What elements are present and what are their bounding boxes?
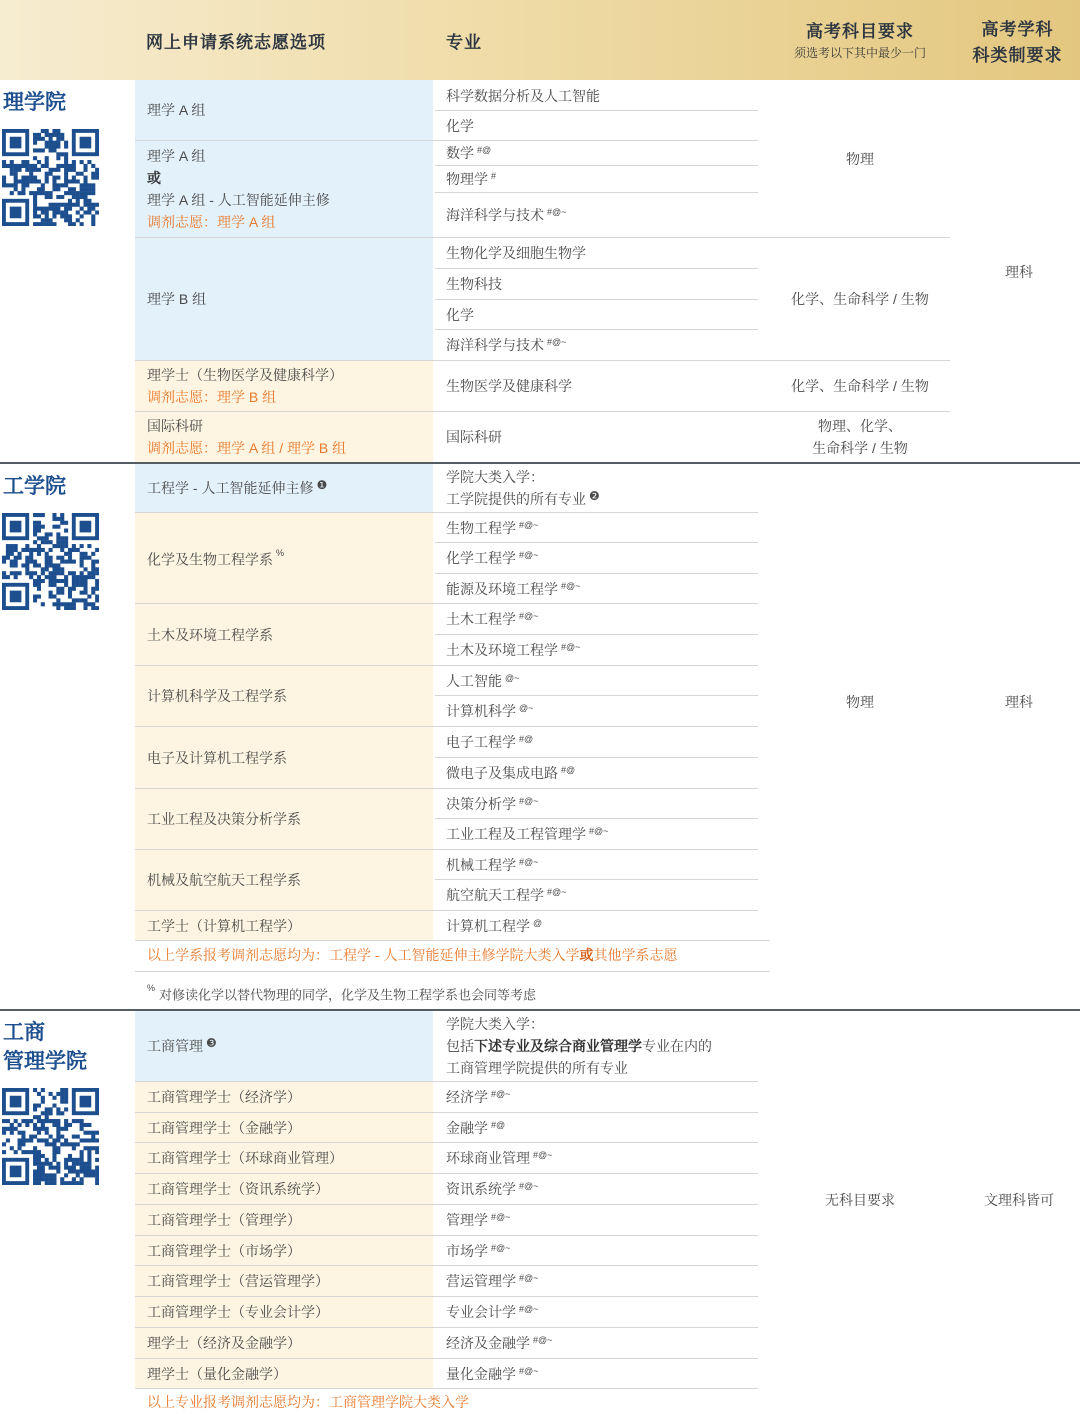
major-item (435, 1328, 758, 1358)
choice-label: 工商管理学士（专业会计学） (147, 1304, 329, 1320)
major-label: 化学 (446, 117, 474, 134)
major-mark: #@~ (533, 1335, 553, 1345)
note-text: 以上学系报考调剂志愿均为：工程学 - 人工智能延伸主修学院大类入学 (147, 947, 580, 963)
adjust-label: 调剂志愿：理学 B 组 (147, 389, 277, 405)
header-choice: 网上申请系统志愿选项 (146, 33, 326, 52)
major-label: 计算机科学 (446, 703, 516, 719)
choice-label: 工程学 - 人工智能延伸主修 (147, 479, 314, 496)
subject-label: 化学、生命科学 / 生物 (791, 378, 929, 394)
major-mark: #@~ (589, 826, 609, 836)
major-item (435, 666, 758, 695)
major-label: 学院大类入学： (446, 1016, 544, 1032)
major-mark: #@~ (519, 519, 539, 530)
subject-science-b (770, 238, 950, 360)
table-row (135, 1174, 433, 1204)
choice-label: 理学 B 组 (147, 291, 207, 307)
major-label: 下述专业及综合商业管理学 (474, 1038, 642, 1054)
choice-science-a-ai (135, 141, 433, 237)
subject-label: 物理 (846, 694, 874, 710)
table-row (135, 1328, 433, 1358)
major-item (435, 574, 758, 603)
choice-label: 工业工程及决策分析学系 (147, 811, 301, 827)
subject-label: 物理 (846, 151, 874, 167)
choice-label: 理学 A 组 (147, 148, 206, 164)
major-item (435, 238, 758, 268)
major-mark: # (491, 171, 497, 181)
major-label: 海洋科学与技术 (446, 337, 544, 353)
major-item (435, 758, 758, 788)
major-label: 环球商业管理 (446, 1150, 530, 1166)
major-label: 金融学 (446, 1119, 488, 1136)
faculty-name-science: 理学院 (3, 91, 66, 114)
table-row (135, 1236, 433, 1265)
major-item (435, 1359, 758, 1388)
stream-label: 理科 (1005, 694, 1033, 710)
choice-biomed (135, 361, 433, 411)
major-label: 化学工程学 (446, 550, 516, 566)
major-mark: @~ (519, 703, 534, 713)
choice-dept1 (135, 513, 433, 603)
major-mark: #@~ (519, 1304, 539, 1314)
note-text: 其他学系志愿 (593, 947, 678, 963)
major-item (435, 604, 758, 634)
major-mark: #@ (561, 765, 576, 775)
note-mark: ❸ (206, 1035, 217, 1050)
stream-label: 理科 (1005, 263, 1033, 280)
major-mark: #@~ (519, 795, 539, 806)
major-item (435, 1205, 758, 1235)
major-item (435, 1143, 758, 1173)
choice-label: 电子及计算机工程学系 (147, 749, 287, 766)
choice-dept6 (135, 850, 433, 910)
table-row (135, 1205, 433, 1235)
choice-eng-ai (135, 464, 433, 512)
faculty-name-business-1: 工商 (3, 1021, 45, 1044)
major-mark: #@~ (519, 611, 539, 621)
major-mark: #@ (491, 1119, 506, 1130)
subject-intl (770, 412, 950, 462)
choice-label: 化学及生物工程学系 (147, 551, 273, 568)
qr-code-business[interactable] (2, 1088, 99, 1185)
major-label: 生物医学及健康科学 (446, 378, 572, 394)
major-item (435, 727, 758, 757)
major-label: 专业会计学 (446, 1304, 516, 1320)
major-item (435, 1011, 758, 1081)
major-label: 化学 (446, 306, 474, 323)
engineering-adjust-note (147, 944, 767, 966)
major-item (435, 330, 758, 360)
faculty-name-engineering: 工学院 (3, 475, 66, 498)
major-item (435, 543, 758, 573)
major-mark: #@~ (519, 1365, 539, 1376)
major-mark: #@~ (533, 1150, 553, 1160)
major-mark: #@~ (491, 1242, 511, 1253)
stream-label: 文理科皆可 (984, 1191, 1054, 1208)
major-item (435, 850, 758, 879)
major-item (435, 635, 758, 665)
choice-dept5 (135, 789, 433, 849)
major-item (435, 1082, 758, 1112)
major-label: 航空航天工程学 (446, 887, 544, 903)
choice-label: 理学 A 组 - 人工智能延伸主修 (147, 192, 330, 208)
major-label: 市场学 (446, 1242, 488, 1259)
choice-label: 计算机科学及工程学系 (147, 688, 287, 704)
subject-label: 生命科学 / 生物 (812, 440, 908, 456)
choice-label: 理学士（经济及金融学） (147, 1335, 301, 1351)
faculty-name-business-2: 管理学院 (3, 1050, 87, 1073)
major-label: 海洋科学与技术 (446, 207, 544, 223)
major-item (435, 1113, 758, 1142)
table-row (135, 1082, 433, 1112)
major-item (435, 1297, 758, 1327)
choice-label: 国际科研 (147, 418, 203, 434)
major-label: 人工智能 (446, 672, 502, 689)
major-mark: #@~ (547, 337, 567, 347)
table-row (135, 1359, 433, 1388)
major-label: 工学院提供的所有专业 (446, 490, 586, 507)
row-divider (135, 971, 770, 972)
header-subject: 高考科目要求 (806, 22, 914, 41)
note-or: 或 (579, 947, 594, 963)
header-subject-note: 须选考以下其中最少一门 (793, 46, 926, 60)
table-row (135, 1143, 433, 1173)
choice-label: 工商管理学士（环球商业管理） (147, 1150, 343, 1166)
choice-dept2 (135, 604, 433, 665)
stream-business (958, 1011, 1080, 1388)
subject-label: 化学、生命科学 / 生物 (791, 291, 929, 307)
major-mark: #@~ (519, 1273, 539, 1283)
major-item (435, 1174, 758, 1204)
choice-dept4 (135, 727, 433, 788)
choice-label: 理学 A 组 (147, 102, 206, 118)
major-label: 机械工程学 (446, 856, 516, 873)
business-adjust-note: 以上专业报考调剂志愿均为：工商管理学院大类入学 (147, 1394, 469, 1410)
choice-label: 土木及环境工程学系 (147, 626, 273, 643)
choice-or: 或 (147, 170, 161, 186)
major-label: 电子工程学 (446, 734, 516, 750)
major-item (435, 464, 758, 512)
table-row (135, 1266, 433, 1296)
major-item (435, 193, 758, 237)
major-item (435, 111, 758, 140)
engineering-footnote (147, 980, 767, 1006)
major-item (435, 880, 758, 910)
major-mark: #@~ (547, 207, 567, 217)
choice-label: 工商管理学士（资讯系统学） (147, 1181, 329, 1197)
major-mark: #@~ (561, 642, 581, 652)
adjust-label: 调剂志愿：理学 A 组 (147, 214, 276, 230)
choice-label: 工学士（计算机工程学） (147, 917, 301, 934)
choice-label: 工商管理学士（金融学） (147, 1119, 301, 1136)
major-item (435, 361, 758, 411)
header-major: 专业 (446, 33, 482, 52)
row-divider (135, 940, 770, 941)
subject-label: 无科目要求 (825, 1191, 895, 1208)
choice-label: 工商管理学士（营运管理学） (147, 1273, 329, 1289)
major-mark: #@~ (547, 887, 567, 897)
major-label: 量化金融学 (446, 1365, 516, 1382)
choice-label: 理学士（生物医学及健康科学） (147, 367, 343, 383)
table-row (135, 1297, 433, 1327)
major-mark: @ (533, 917, 543, 928)
major-label: 土木及环境工程学 (446, 642, 558, 658)
major-item (435, 819, 758, 849)
major-label: 经济及金融学 (446, 1335, 530, 1351)
major-label: 包括 (446, 1038, 474, 1054)
major-item (435, 696, 758, 726)
major-item (435, 166, 758, 192)
choice-label: 理学士（量化金融学） (147, 1365, 287, 1382)
major-label: 生物科技 (446, 276, 502, 292)
qr-code-engineering[interactable] (2, 513, 99, 610)
major-mark: @~ (505, 672, 520, 683)
qr-code-science[interactable] (2, 129, 99, 226)
major-item (435, 412, 758, 462)
major-item (435, 300, 758, 329)
major-mark: #@~ (519, 1181, 539, 1191)
choice-science-b (135, 238, 433, 360)
major-label: 管理学 (446, 1212, 488, 1228)
major-label: 物理学 (446, 171, 488, 187)
note-mark: % (276, 548, 285, 559)
major-label: 微电子及集成电路 (446, 765, 558, 781)
major-label: 专业在内的 (642, 1038, 712, 1054)
major-label: 资讯系统学 (446, 1181, 516, 1197)
stream-science (958, 81, 1080, 462)
choice-label: 工商管理学士（市场学） (147, 1242, 301, 1259)
major-mark: #@~ (519, 856, 539, 867)
note-mark: ❷ (589, 488, 600, 503)
header-stream-2: 科类制要求 (972, 46, 1063, 65)
major-mark: #@~ (561, 580, 581, 591)
major-mark: #@~ (491, 1089, 511, 1099)
major-mark: #@~ (519, 550, 539, 560)
subject-business (770, 1011, 950, 1388)
subject-biomed (770, 361, 950, 411)
choice-dept3 (135, 666, 433, 726)
major-label: 经济学 (446, 1089, 488, 1105)
row-divider (135, 1388, 758, 1389)
major-label: 生物化学及细胞生物学 (446, 245, 586, 261)
choice-intl (135, 412, 433, 462)
stream-engineering (958, 464, 1080, 940)
major-mark: #@ (519, 734, 534, 744)
footnote-mark: % (147, 983, 156, 993)
footnote-text: 对修读化学以替代物理的同学，化学及生物工程学系也会同等考虑 (159, 987, 537, 1003)
major-label: 工业工程及工程管理学 (446, 826, 586, 842)
choice-dept7 (135, 911, 433, 940)
major-label: 营运管理学 (446, 1273, 516, 1289)
major-item (435, 1266, 758, 1296)
table-row (135, 1113, 433, 1142)
major-label: 计算机工程学 (446, 917, 530, 934)
major-item (435, 141, 758, 165)
major-label: 国际科研 (446, 429, 502, 445)
major-item (435, 911, 758, 940)
choice-label: 工商管理 (147, 1037, 203, 1054)
major-label: 土木工程学 (446, 611, 516, 627)
adjust-label: 调剂志愿：理学 A 组 / 理学 B 组 (147, 440, 347, 456)
major-item (435, 513, 758, 542)
major-label: 生物工程学 (446, 519, 516, 536)
major-item (435, 1236, 758, 1265)
major-label: 数学 (446, 145, 474, 161)
major-label: 能源及环境工程学 (446, 580, 558, 597)
choice-label: 工商管理学士（管理学） (147, 1212, 301, 1228)
choice-label: 机械及航空航天工程学系 (147, 872, 301, 888)
choice-label: 工商管理学士（经济学） (147, 1089, 301, 1105)
header-stream-1: 高考学科 (981, 20, 1054, 39)
major-item (435, 269, 758, 299)
note-mark: ❶ (316, 477, 328, 492)
major-label: 决策分析学 (446, 795, 516, 812)
subject-science-a (770, 81, 950, 237)
subject-label: 物理、化学、 (818, 418, 902, 434)
major-mark: #@~ (491, 1212, 511, 1222)
major-label: 科学数据分析及人工智能 (446, 87, 600, 104)
major-item (435, 81, 758, 110)
choice-science-a (135, 80, 433, 140)
major-label: 工商管理学院提供的所有专业 (446, 1060, 628, 1076)
major-mark: #@ (477, 145, 492, 155)
subject-engineering (770, 464, 950, 940)
choice-business-main (135, 1011, 433, 1081)
major-label: 学院大类入学： (446, 468, 544, 485)
major-item (435, 789, 758, 818)
